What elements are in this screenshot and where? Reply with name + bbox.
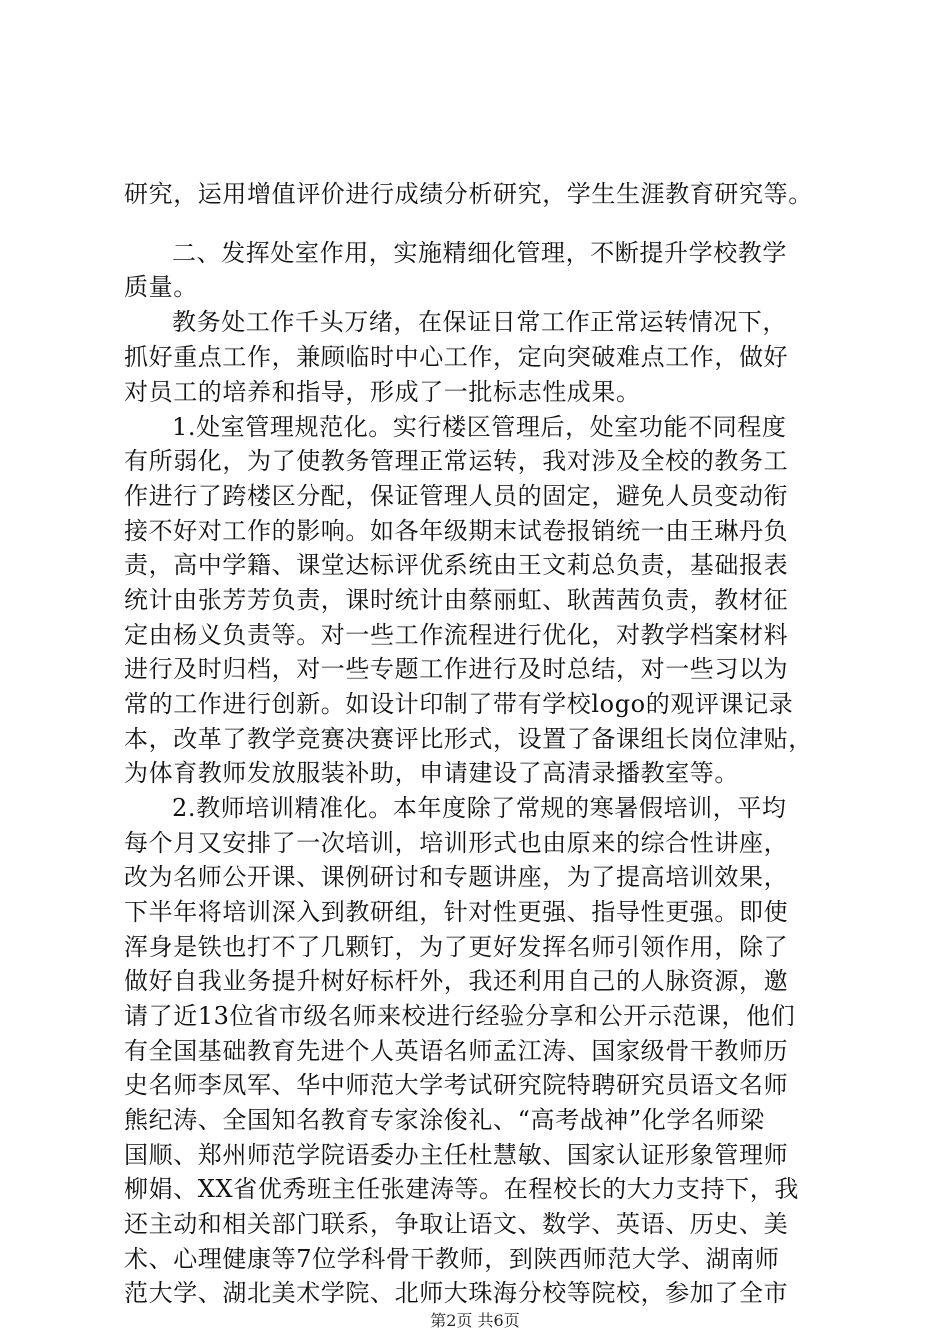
paragraph-line: 研究，运用增值评价进行成绩分析研究，学生生涯教育研究等。	[124, 180, 813, 208]
paragraph-line: 对员工的培养和指导，形成了一批标志性成果。	[124, 378, 641, 406]
paragraph-line: 本，改革了教学竞赛决赛评比形式，设置了备课组长岗位津贴，	[124, 725, 813, 753]
paragraph-line: 术、心理健康等7位学科骨干教师，到陕西师范大学、湖南师	[124, 1245, 780, 1273]
paragraph-line: 作进行了跨楼区分配，保证管理人员的固定，避免人员变动衔	[124, 482, 789, 510]
paragraph-line: 请了近13位省市级名师来校进行经验分享和公开示范课，他们	[124, 1002, 796, 1030]
paragraph-line: 范大学、湖北美术学院、北师大珠海分校等院校，参加了全市	[124, 1279, 789, 1307]
paragraph-line: 责，高中学籍、课堂达标评优系统由王文莉总负责，基础报表	[124, 551, 789, 579]
paragraph-line: 2.教师培训精准化。本年度除了常规的寒暑假培训，平均	[172, 794, 787, 822]
paragraph-line: 有所弱化，为了使教务管理正常运转，我对涉及全校的教务工	[124, 447, 789, 475]
paragraph-line: 常的工作进行创新。如设计印制了带有学校logo的观评课记录	[124, 690, 794, 718]
paragraph-line: 每个月又安排了一次培训，培训形式也由原来的综合性讲座，	[124, 829, 789, 857]
paragraph-line: 下半年将培训深入到教研组，针对性更强、指导性更强。即使	[124, 898, 789, 926]
paragraph-line: 熊纪涛、全国知名教育专家涂俊礼、“高考战神”化学名师梁	[124, 1106, 765, 1134]
paragraph-line: 1.处室管理规范化。实行楼区管理后，处室功能不同程度	[172, 413, 787, 441]
paragraph-line: 有全国基础教育先进个人英语名师孟江涛、国家级骨干教师历	[124, 1037, 789, 1065]
section-heading-line: 质量。	[124, 273, 198, 301]
section-heading-line: 二、发挥处室作用，实施精细化管理，不断提升学校教学	[172, 239, 787, 267]
page-number-footer: 第2页 共6页	[430, 1311, 520, 1330]
paragraph-line: 浑身是铁也打不了几颗钉，为了更好发挥名师引领作用，除了	[124, 933, 789, 961]
paragraph-line: 做好自我业务提升树好标杆外，我还利用自己的人脉资源，邀	[124, 967, 789, 995]
paragraph-line: 接不好对工作的影响。如各年级期末试卷报销统一由王琳丹负	[124, 517, 789, 545]
paragraph-line: 为体育教师发放服装补助，申请建设了高清录播教室等。	[124, 759, 739, 787]
paragraph-line: 改为名师公开课、课例研讨和专题讲座，为了提高培训效果，	[124, 863, 789, 891]
paragraph-line: 进行及时归档，对一些专题工作进行及时总结，对一些习以为	[124, 655, 789, 683]
paragraph-line: 定由杨义负责等。对一些工作流程进行优化，对教学档案材料	[124, 621, 789, 649]
paragraph-line: 教务处工作千头万绪，在保证日常工作正常运转情况下，	[172, 308, 787, 336]
paragraph-line: 抓好重点工作，兼顾临时中心工作，定向突破难点工作，做好	[124, 343, 789, 371]
paragraph-line: 还主动和相关部门联系，争取让语文、数学、英语、历史、美	[124, 1210, 789, 1238]
paragraph-line: 柳娟、XX省优秀班主任张建涛等。在程校长的大力支持下，我	[124, 1175, 799, 1203]
paragraph-line: 国顺、郑州师范学院语委办主任杜慧敏、国家认证形象管理师	[124, 1141, 789, 1169]
paragraph-line: 史名师李凤军、华中师范大学考试研究院特聘研究员语文名师	[124, 1071, 789, 1099]
paragraph-line: 统计由张芳芳负责，课时统计由蔡丽虹、耿茜茜负责，教材征	[124, 586, 789, 614]
